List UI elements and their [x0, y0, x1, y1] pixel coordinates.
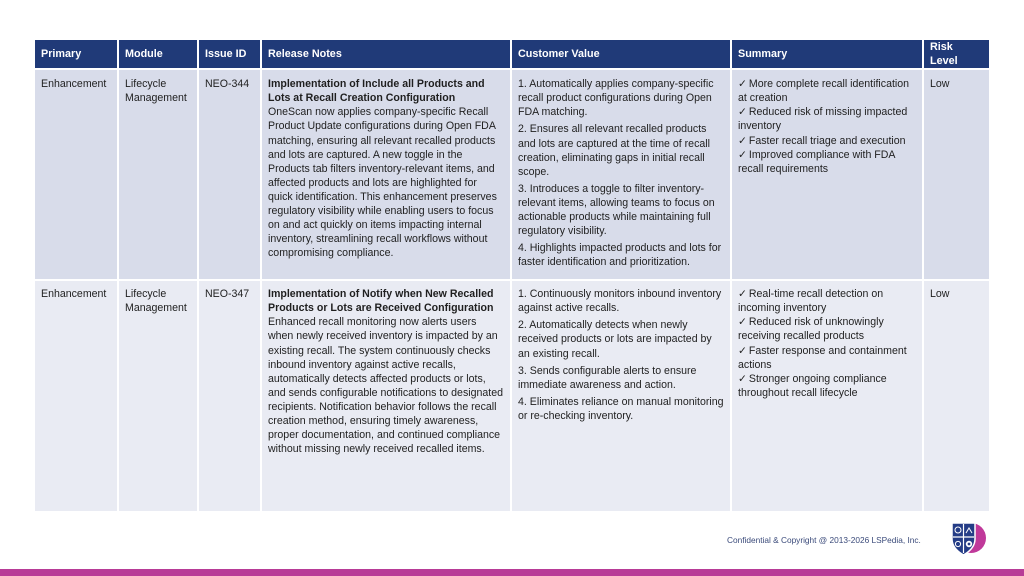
summary-cell: [732, 68, 924, 279]
table-header-row: [35, 40, 989, 68]
summary-list: [738, 287, 916, 400]
customer-value-item: 4. Eliminates reliance on manual monitoring or re-checking inventory.: [518, 395, 724, 422]
checkmark-icon: ✓: [738, 148, 747, 161]
customer-value-item: 4. Highlights impacted products and lots for faster identification and prioritization.: [518, 242, 722, 269]
summary-text: Faster recall triage and execution: [748, 134, 906, 147]
issue-id-cell: NEO-347: [199, 279, 262, 511]
primary-cell: Enhancement: [35, 279, 119, 511]
summary-text: More complete recall identification at creation: [738, 78, 910, 105]
table-row: [35, 279, 989, 511]
summary-text: Reduced risk of missing impacted inventory: [738, 106, 908, 133]
customer-value-list: [518, 287, 724, 423]
summary-text: Faster response and containment actions: [738, 344, 907, 371]
lspedia-shield-logo-icon: [947, 517, 987, 557]
primary-cell: Enhancement: [35, 68, 119, 279]
summary-text: Stronger ongoing compliance throughout recall lifecycle: [738, 372, 887, 399]
header-summary: Summary: [732, 40, 924, 68]
release-note-body: Enhanced recall monitoring now alerts users when newly received inventory is impacted by an existing recall. The system continuously checks inbound inventory against active recalls, automatically detects affected products or lots, and sends configurable notifications to designated recipients. Notification behavior follows the recall creation method, ensuring timely awareness, proper documentation, and continued compliance without missing newly received recalled items.: [268, 316, 503, 456]
release-note-title: Implementation of Include all Products and Lots at Recall Creation Configuration: [268, 78, 485, 105]
customer-value-item: 1. Continuously monitors inbound inventory against active recalls.: [518, 288, 722, 315]
checkmark-icon: ✓: [738, 134, 747, 147]
customer-value-item: 3. Sends configurable alerts to ensure immediate awareness and action.: [518, 364, 697, 391]
summary-item: [738, 344, 916, 372]
release-notes-cell: [262, 279, 512, 511]
header-issue-id: Issue ID: [199, 40, 262, 68]
customer-value-item: 1. Automatically applies company-specific recall product configurations during Open FDA matching.: [518, 78, 714, 119]
customer-value-cell: [512, 68, 732, 279]
summary-text: Reduced risk of unknowingly receiving recalled products: [738, 316, 884, 343]
checkmark-icon: ✓: [738, 372, 747, 385]
issue-id-cell: NEO-344: [199, 68, 262, 279]
table-row: [35, 68, 989, 279]
customer-value-list: [518, 77, 724, 269]
header-customer-value: Customer Value: [512, 40, 732, 68]
summary-item: [738, 315, 916, 343]
checkmark-icon: ✓: [738, 78, 747, 91]
risk-level-cell: Low: [924, 279, 989, 511]
summary-item: [738, 134, 916, 148]
customer-value-item: 3. Introduces a toggle to filter inventory-relevant items, allowing teams to focus on actionable products while maintaining full regulatory visibility.: [518, 182, 715, 238]
header-release-notes: Release Notes: [262, 40, 512, 68]
header-primary: Primary: [35, 40, 119, 68]
module-cell: Lifecycle Management: [119, 279, 199, 511]
release-note-title: Implementation of Notify when New Recalled Products or Lots are Received Configuration: [268, 288, 494, 315]
module-cell: Lifecycle Management: [119, 68, 199, 279]
summary-item: [738, 77, 916, 105]
header-module: Module: [119, 40, 199, 68]
summary-item: [738, 148, 916, 176]
summary-item: [738, 372, 916, 400]
checkmark-icon: ✓: [738, 344, 747, 357]
checkmark-icon: ✓: [738, 106, 747, 119]
summary-text: Real-time recall detection on incoming inventory: [738, 288, 884, 315]
checkmark-icon: ✓: [738, 316, 747, 329]
summary-item: [738, 105, 916, 133]
checkmark-icon: ✓: [738, 288, 747, 301]
customer-value-item: 2. Ensures all relevant recalled products and lots are captured at the time of recall creation, eliminating gaps in initial recall scope.: [518, 123, 710, 178]
release-notes-table: [35, 40, 989, 511]
copyright-footer: Confidential & Copyright @ 2013-2026 LSPedia, Inc.: [727, 535, 921, 545]
header-risk-level: Risk Level: [924, 40, 989, 68]
customer-value-item: 2. Automatically detects when newly received products or lots are impacted by an existing recall.: [518, 319, 712, 360]
summary-list: [738, 77, 916, 176]
risk-level-cell: Low: [924, 68, 989, 279]
customer-value-cell: [512, 279, 732, 511]
release-notes-cell: [262, 68, 512, 279]
summary-item: [738, 287, 916, 315]
summary-text: Improved compliance with FDA recall requirements: [738, 148, 895, 175]
summary-cell: [732, 279, 924, 511]
brand-accent-bar: [0, 569, 1024, 576]
release-note-body: OneScan now applies company-specific Recall Product Update configurations during Open FDA matching, ensuring all relevant recalled products and lots are captured. A new toggle in the Products tab filters inventory-relevant items, and affected products and lots are highlighted for quick identification. This enhancement preserves regulatory visibility while enabling users to focus on and act quickly on items impacting internal inventory, streamlining recall workflows without compromising compliance.: [268, 106, 497, 260]
